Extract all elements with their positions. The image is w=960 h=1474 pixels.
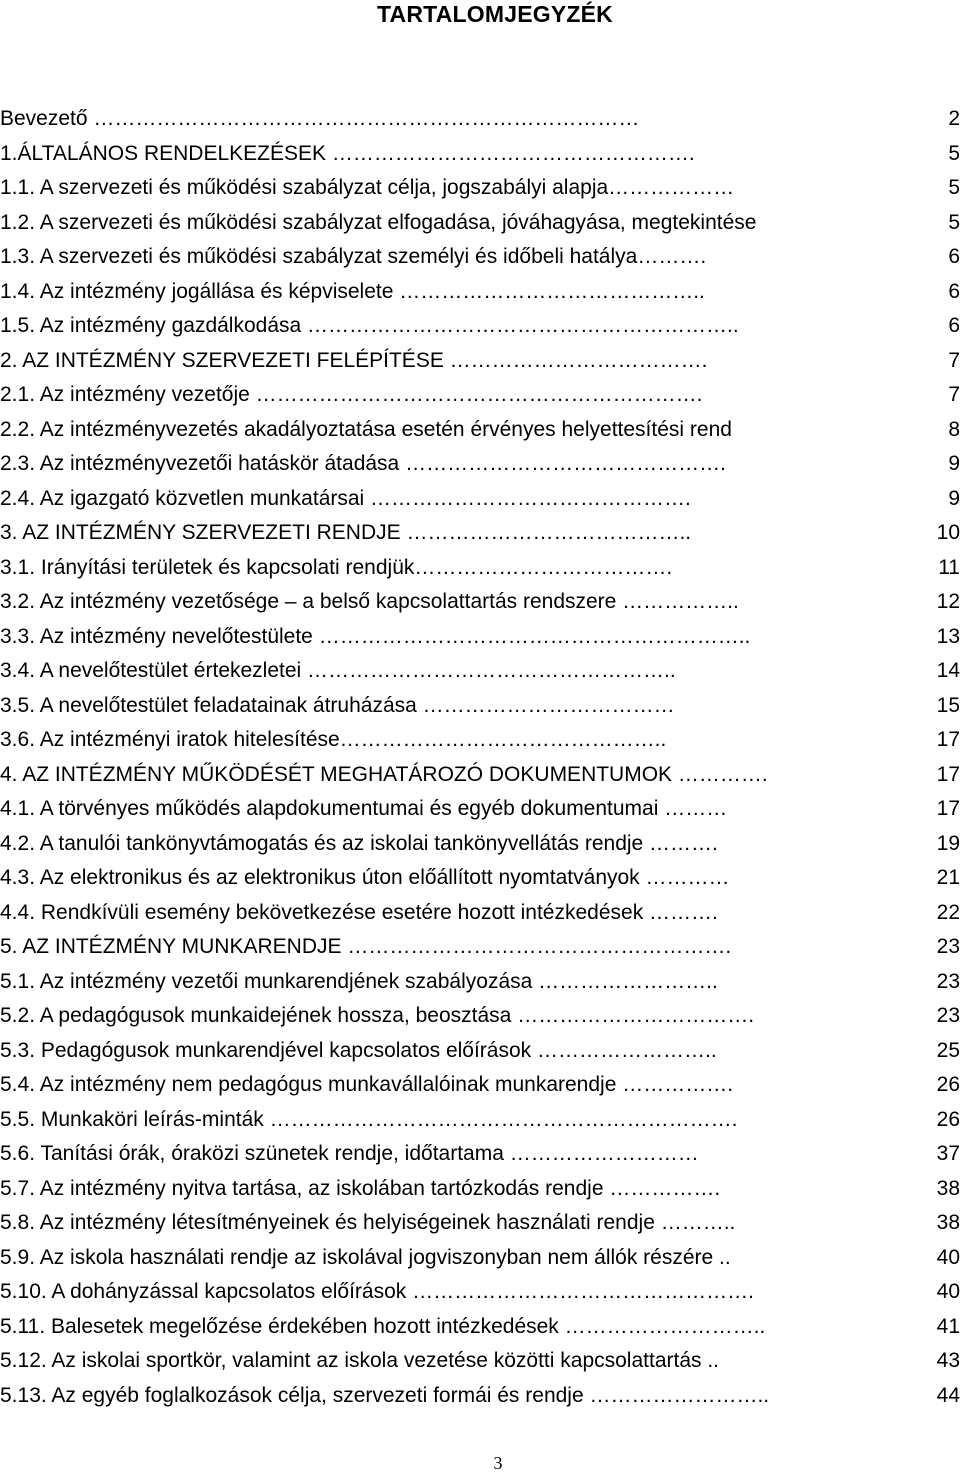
toc-entry-title: 3.4. A nevelőtestület értekezletei …………………………………………….. <box>0 659 676 682</box>
toc-entry <box>0 1310 960 1345</box>
toc-entry <box>0 689 960 724</box>
toc-entry-page: 17 <box>936 797 960 820</box>
toc-entry-title: 2.3. Az intézményvezetői hatáskör átadása ………………………………………. <box>0 452 726 475</box>
toc-entry-page: 38 <box>936 1176 960 1200</box>
toc-entry-page: 26 <box>936 1073 960 1096</box>
toc-entry-title: Bevezető …………………………………………………………………… <box>0 107 640 130</box>
toc-entry <box>0 551 960 586</box>
toc-entry <box>0 654 960 689</box>
toc-entry-page: 5 <box>948 141 960 165</box>
toc-entry <box>0 792 960 827</box>
toc-entry-title: 3.6. Az intézményi iratok hitelesítése……………………………………….. <box>0 728 667 751</box>
toc-entry-page: 26 <box>936 1107 960 1131</box>
toc-entry-page: 22 <box>936 900 960 924</box>
toc-entry-title: 5.8. Az intézmény létesítményeinek és helyiségeinek használati rendje ……….. <box>0 1211 736 1234</box>
toc-entry-page: 43 <box>936 1349 960 1372</box>
toc-entry-page: 44 <box>936 1383 960 1407</box>
toc-entry <box>0 930 960 965</box>
toc-entry-title: 5.3. Pedagógusok munkarendjével kapcsolatos előírások …………………….. <box>0 1038 717 1062</box>
toc-entry-title: 2. AZ INTÉZMÉNY SZERVEZETI FELÉPÍTÉSE ………………………………. <box>0 348 708 372</box>
toc-entry <box>0 1379 960 1414</box>
toc-entry <box>0 758 960 793</box>
toc-entry-page: 40 <box>936 1280 960 1303</box>
toc-entry-title: 5.11. Balesetek megelőzése érdekében hozott intézkedések ……………………….. <box>0 1314 766 1338</box>
toc-entry-page: 12 <box>936 590 960 613</box>
toc-entry-page: 40 <box>936 1245 960 1269</box>
toc-entry-page: 8 <box>948 417 960 441</box>
toc-entry <box>0 1103 960 1138</box>
page-title: TARTALOMJEGYZÉK <box>377 1 613 27</box>
toc-entry-page: 19 <box>936 831 960 855</box>
toc-entry-title: 3.1. Irányítási területek és kapcsolati rendjük………………………………. <box>0 555 673 579</box>
toc-entry-title: 4. AZ INTÉZMÉNY MŰKÖDÉSÉT MEGHATÁROZÓ DOKUMENTUMOK …………. <box>0 762 768 786</box>
toc-entry-page: 5 <box>948 176 960 199</box>
toc-entry-page: 6 <box>948 314 960 337</box>
toc-entry-page: 41 <box>936 1314 960 1338</box>
toc-entry-title: 3. AZ INTÉZMÉNY SZERVEZETI RENDJE ………………………………….. <box>0 521 692 544</box>
toc-entry <box>0 1275 960 1310</box>
toc-entry <box>0 309 960 344</box>
toc-entry <box>0 137 960 172</box>
toc-entry-title: 5.2. A pedagógusok munkaidejének hossza, beosztása ……………………………. <box>0 1004 755 1027</box>
toc-entry-title: 4.3. Az elektronikus és az elektronikus úton előállított nyomtatványok ………… <box>0 866 730 889</box>
toc-entry-title: 3.5. A nevelőtestület feladatainak átruházása ……………………………… <box>0 693 675 717</box>
toc-entry-title: 4.1. A törvényes működés alapdokumentumai és egyéb dokumentumai ……… <box>0 797 728 820</box>
toc-entry-title: 2.4. Az igazgató közvetlen munkatársai ………………………………………. <box>0 486 691 510</box>
toc-entry <box>0 171 960 206</box>
toc-entry-page: 37 <box>936 1142 960 1165</box>
toc-entry <box>0 585 960 620</box>
toc-entry-title: 2.1. Az intézmény vezetője ………………………………………………………. <box>0 383 703 406</box>
toc-entry-page: 17 <box>936 728 960 751</box>
toc-entry <box>0 1344 960 1379</box>
toc-entry-title: 4.4. Rendkívüli esemény bekövetkezése esetére hozott intézkedések ………. <box>0 900 718 924</box>
toc-entry <box>0 1068 960 1103</box>
toc-entry <box>0 206 960 241</box>
table-of-contents <box>0 102 960 1413</box>
toc-entry-page: 23 <box>936 935 960 958</box>
toc-entry-title: 5.10. A dohányzással kapcsolatos előírások …………………………………………. <box>0 1280 754 1303</box>
toc-entry-page: 2 <box>948 107 960 130</box>
toc-entry <box>0 344 960 379</box>
toc-entry-page: 7 <box>948 383 960 406</box>
toc-entry <box>0 275 960 310</box>
toc-entry-page: 15 <box>936 693 960 717</box>
toc-entry-title: 5.4. Az intézmény nem pedagógus munkavállalóinak munkarendje ……………. <box>0 1073 734 1096</box>
toc-entry <box>0 1137 960 1172</box>
toc-entry <box>0 240 960 275</box>
toc-entry-page: 23 <box>936 1004 960 1027</box>
toc-entry-title: 1.1. A szervezeti és működési szabályzat célja, jogszabályi alapja……………… <box>0 176 735 199</box>
toc-entry-title: 1.4. Az intézmény jogállása és képviselete …………………………………….. <box>0 279 705 303</box>
toc-entry <box>0 1206 960 1241</box>
toc-entry <box>0 1034 960 1069</box>
toc-entry <box>0 1241 960 1276</box>
toc-entry-page: 21 <box>936 866 960 889</box>
page-number: 3 <box>493 1453 503 1473</box>
toc-entry <box>0 378 960 413</box>
toc-entry-title: 1.2. A szervezeti és működési szabályzat elfogadása, jóváhagyása, megtekintése <box>0 210 757 234</box>
toc-entry-title: 3.2. Az intézmény vezetősége – a belső kapcsolattartás rendszere …………….. <box>0 590 739 613</box>
toc-entry-page: 10 <box>936 521 960 544</box>
toc-entry <box>0 413 960 448</box>
toc-entry-page: 17 <box>936 762 960 786</box>
toc-entry <box>0 965 960 1000</box>
toc-entry-title: 5.7. Az intézmény nyitva tartása, az iskolában tartózkodás rendje ……………. <box>0 1176 721 1200</box>
toc-entry <box>0 861 960 896</box>
toc-entry-page: 14 <box>936 659 960 682</box>
toc-entry-title: 3.3. Az intézmény nevelőtestülete …………………………………………………….. <box>0 624 751 648</box>
toc-entry-page: 9 <box>948 486 960 510</box>
toc-entry-title: 5.13. Az egyéb foglalkozások célja, szervezeti formái és rendje …………………….. <box>0 1383 770 1407</box>
toc-entry <box>0 516 960 551</box>
toc-entry-title: 5.5. Munkaköri leírás-minták …………………………………………………………. <box>0 1107 738 1131</box>
toc-entry-title: 2.2. Az intézményvezetés akadályoztatása esetén érvényes helyettesítési rend <box>0 417 732 441</box>
toc-entry <box>0 447 960 482</box>
toc-entry-title: 4.2. A tanulói tankönyvtámogatás és az iskolai tankönyvellátás rendje ………. <box>0 831 718 855</box>
toc-entry-page: 6 <box>948 245 960 268</box>
toc-entry-page: 11 <box>938 555 960 579</box>
toc-entry <box>0 102 960 137</box>
toc-entry <box>0 827 960 862</box>
toc-entry-title: 5.12. Az iskolai sportkör, valamint az iskola vezetése közötti kapcsolattartás .. <box>0 1349 720 1372</box>
toc-entry <box>0 620 960 655</box>
toc-entry-page: 38 <box>936 1211 960 1234</box>
toc-entry-page: 5 <box>948 210 960 234</box>
toc-entry <box>0 999 960 1034</box>
toc-entry-page: 9 <box>948 452 960 475</box>
toc-entry <box>0 896 960 931</box>
toc-entry-page: 25 <box>936 1038 960 1062</box>
toc-entry-title: 5.6. Tanítási órák, óraközi szünetek rendje, időtartama ……………………… <box>0 1142 699 1165</box>
toc-entry-page: 6 <box>948 279 960 303</box>
toc-entry-title: 1.ÁLTALÁNOS RENDELKEZÉSEK ……………………………………………. <box>0 141 695 165</box>
toc-entry-title: 1.5. Az intézmény gazdálkodása …………………………………………………….. <box>0 314 739 337</box>
toc-entry-title: 5.9. Az iskola használati rendje az iskolával jogviszonyban nem állók részére .. <box>0 1245 731 1269</box>
toc-entry-page: 23 <box>936 969 960 993</box>
toc-entry <box>0 723 960 758</box>
toc-entry-title: 5. AZ INTÉZMÉNY MUNKARENDJE ………………………………………………. <box>0 935 732 958</box>
toc-entry-title: 5.1. Az intézmény vezetői munkarendjének szabályozása …………………….. <box>0 969 718 993</box>
toc-entry <box>0 482 960 517</box>
toc-entry <box>0 1172 960 1207</box>
toc-entry-title: 1.3. A szervezeti és működési szabályzat személyi és időbeli hatálya………. <box>0 245 707 268</box>
toc-entry-page: 13 <box>936 624 960 648</box>
toc-entry-page: 7 <box>948 348 960 372</box>
